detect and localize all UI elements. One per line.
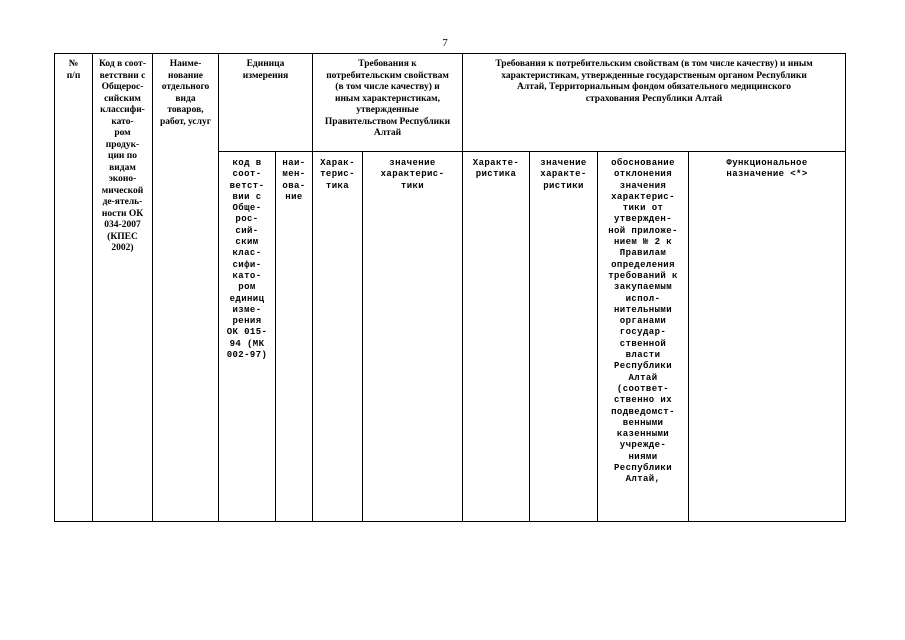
header-product-name: Наиме- нование отдельного вида товаров, работ, услуг [153,54,219,522]
header-government-requirements: Требования к потребительским свойствам (в том числе качеству) и иным характеристикам, утвержденные Правительством Республики Алтай [313,54,463,152]
header-row-top [55,54,846,152]
header-number: № п/п [55,54,93,522]
header-state-characteristic: Характе- ристика [463,152,530,522]
header-okpd-code: Код в соот- ветствии с Общерос- сийским классифи- като- ром продук- ции по видам эконо- мической де-ятель- ности ОК 034-2007 (КПЕС 2002) [93,54,153,522]
header-state-value: значение характе- ристики [530,152,598,522]
header-gov-characteristic: Харак- терис- тика [313,152,363,522]
header-state-body-requirements: Требования к потребительским свойствам (в том числе качеству) и иным характеристикам, утвержденные государственым органом Республики Алтай, Территориальным фондом обязательного медицинского страхования Республики Алтай [463,54,846,152]
header-unit: Единица измерения [219,54,313,152]
header-unit-name: наи- мен- ова- ние [276,152,313,522]
header-deviation-justification: обоснование отклонения значения характерис- тики от утвержден- ной приложе- нием № 2 к Правилам определения требований к закупаемым испол- нительными органами государ- ственной власти Республики Алтай (соответ- ственно их подведомст- венными казенными учрежде- ниями Республики Алтай, [598,152,689,522]
header-functional-purpose: Функциональное назначение <*> [689,152,846,522]
header-gov-value: значение характерис- тики [363,152,463,522]
page-number: 7 [442,37,448,49]
requirements-table [54,53,846,522]
header-unit-code: код в соот- ветст- вии с Обще- рос- сий- ским клас- сифи- като- ром единиц изме- рения ОК 015- 94 (МК 002-97) [219,152,276,522]
